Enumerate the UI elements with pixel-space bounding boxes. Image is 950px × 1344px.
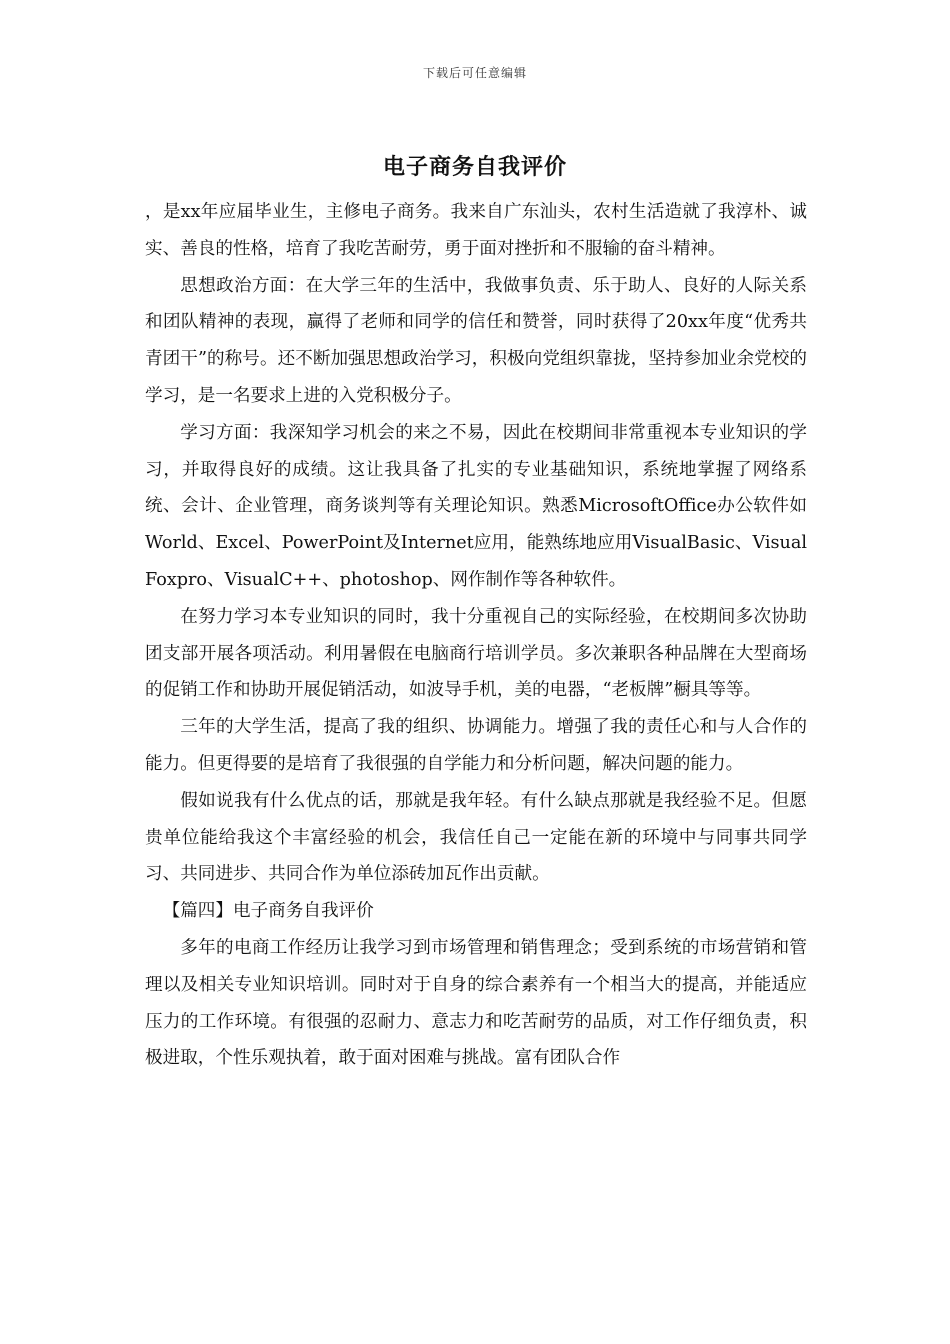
paragraph-intro: ，是xx年应届毕业生，主修电子商务。我来自广东汕头，农村生活造就了我淳朴、诚实、善良的性格，培育了我吃苦耐劳，勇于面对挫折和不服输的奋斗精神。 (145, 202, 807, 259)
paragraph-study: 学习方面：我深知学习机会的来之不易，因此在校期间非常重视本专业知识的学习，并取得良好的成绩。这让我具备了扎实的专业基础知识，系统地掌握了网络系统、会计、企业管理，商务谈判等有关理论知识。熟悉MicrosoftOffice办公软件如World、Excel、PowerPoint及Internet应用，能熟练地应用VisualBasic、VisualFoxpro、VisualC++、photoshop、网作制作等各种软件。 (145, 422, 807, 590)
section-heading: 【篇四】电子商务自我评价 (162, 901, 374, 922)
header-note: 下载后可任意编辑 (422, 66, 527, 80)
paragraph-section-four: 多年的电商工作经历让我学习到市场管理和销售理念；受到系统的市场营销和管理以及相关专业知识培训。同时对于自身的综合素养有一个相当大的提高，并能适应压力的工作环境。有很强的忍耐力、意志力和吃苦耐劳的品质，对工作仔细负责，积极进取，个性乐观执着，敢于面对困难与挑战。富有团队合作 (145, 937, 807, 1069)
paragraph-college-life: 三年的大学生活，提高了我的组织、协调能力。增强了我的责任心和与人合作的能力。但更得要的是培育了我很强的自学能力和分析问题，解决问题的能力。 (145, 717, 807, 774)
document-title: 电子商务自我评价 (382, 154, 567, 180)
paragraph-politics: 思想政治方面：在大学三年的生活中，我做事负责、乐于助人、良好的人际关系和团队精神的表现，赢得了老师和同学的信任和赞誉，同时获得了20xx年度“优秀共青团干”的称号。还不断加强思想政治学习，积极向党组织靠拢，坚持参加业余党校的学习，是一名要求上进的入党积极分子。 (145, 275, 807, 406)
paragraph-experience: 在努力学习本专业知识的同时，我十分重视自己的实际经验，在校期间多次协助团支部开展各项活动。利用暑假在电脑商行培训学员。多次兼职各种品牌在大型商场的促销工作和协助开展促销活动，如波导手机，美的电器，“老板牌”橱具等等。 (145, 606, 807, 701)
document-body (145, 194, 807, 1077)
paragraph-strengths: 假如说我有什么优点的话，那就是我年轻。有什么缺点那就是我经验不足。但愿贵单位能给我这个丰富经验的机会，我信任自己一定能在新的环境中与同事共同学习、共同进步、共同合作为单位添砖加瓦作出贡献。 (145, 790, 807, 885)
